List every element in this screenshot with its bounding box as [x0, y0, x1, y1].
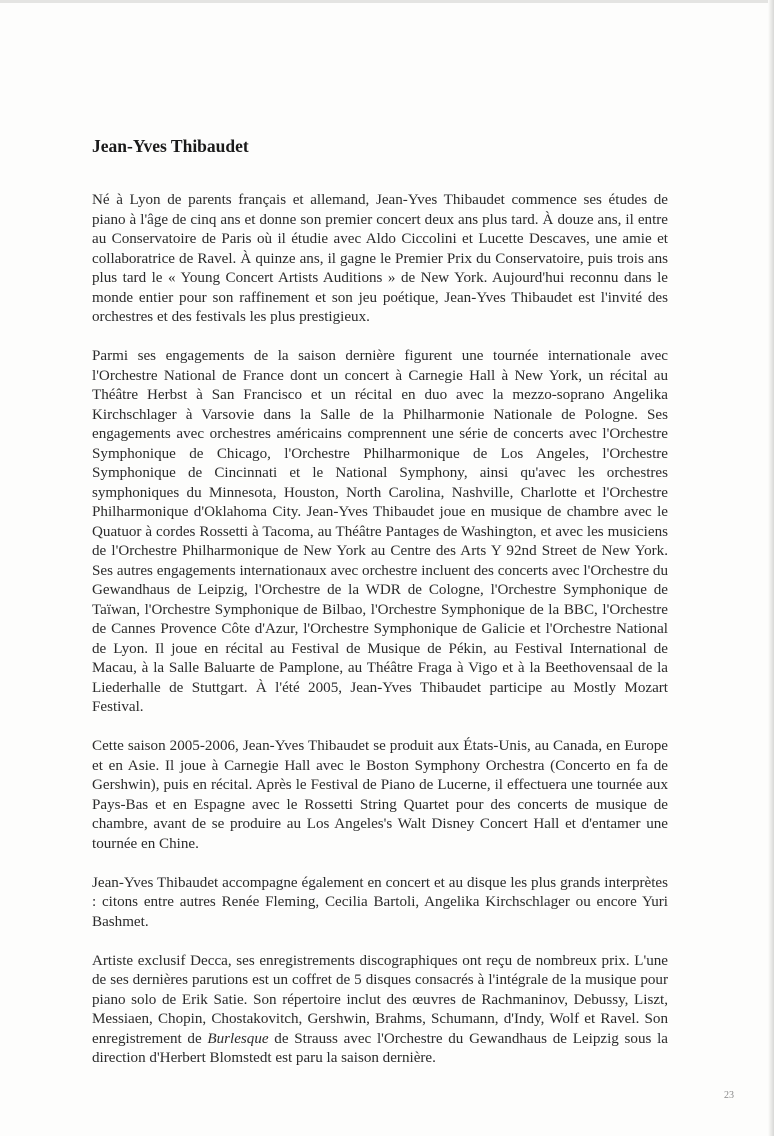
- page-top-edge: [0, 0, 774, 3]
- page-edge-shadow: [768, 0, 774, 1136]
- burlesque-title: Burlesque: [207, 1030, 269, 1047]
- discography-text-start: Artiste exclusif Decca, ses enregistrements discographiques ont reçu de nombreux prix. L'une de ses dernières parutions est un coffret de 5 disques consacrés à l'intégrale de la musique pour piano solo de Erik Satie. Son répertoire inclut des œuvres de Rachmaninov, Debussy, Liszt, Messiaen, Chopin, Chostakovitch, Gershwin, Brahms, Schumann, d'Indy, Wolf et Ravel. Son enregistrement de: [92, 952, 668, 1047]
- page-number: 23: [724, 1090, 734, 1101]
- paragraph-current-season: Cette saison 2005-2006, Jean-Yves Thibaudet se produit aux États-Unis, au Canada, en Europe et en Asie. Il joue à Carnegie Hall avec le Boston Symphony Orchestra (Concerto en fa de Gershwin), puis en récital. Après le Festival de Piano de Lucerne, il effectuera une tournée aux Pays-Bas et en Espagne avec le Rossetti String Quartet pour des concerts de musique de chambre, avant de se produire au Los Angeles's Walt Disney Concert Hall et d'entamer une tournée en Chine.: [92, 738, 668, 852]
- page-title: Jean-Yves Thibaudet: [92, 136, 249, 156]
- paragraph-accompanist: Jean-Yves Thibaudet accompagne également en concert et au disque les plus grands interprètes : citons entre autres Renée Fleming, Cecilia Bartoli, Angelika Kirchschlager ou encore Yuri Bashmet.: [92, 874, 668, 930]
- biography-text: [92, 191, 668, 1088]
- paragraph-last-season: Parmi ses engagements de la saison dernière figurent une tournée internationale avec l'Orchestre National de France dont un concert à Carnegie Hall à New York, un récital au Théâtre Herbst à San Francisco et un récital en duo avec la mezzo-soprano Angelika Kirchschlager à Varsovie dans la Salle de la Philharmonie Nationale de Pologne. Ses engagements avec orchestres américains comprennent une série de concerts avec l'Orchestre Symphonique de Chicago, l'Orchestre Philharmonique de Los Angeles, l'Orchestre Symphonique de Cincinnati et le National Symphony, ainsi qu'avec les orchestres symphoniques du Minnesota, Houston, North Carolina, Nashville, Charlotte et l'Orchestre Philharmonique d'Oklahoma City. Jean-Yves Thibaudet joue en musique de chambre avec le Quatuor à cordes Rossetti à Tacoma, au Théâtre Pantages de Washington, et avec les musiciens de l'Orchestre Philharmonique de New York au Centre des Arts Y 92nd Street de New York. Ses autres engagements internationaux avec orchestre incluent des concerts avec l'Orchestre du Gewandhaus de Leipzig, l'Orchestre de la WDR de Cologne, l'Orchestre Symphonique de Taïwan, l'Orchestre Symphonique de Bilbao, l'Orchestre Symphonique de la BBC, l'Orchestre de Cannes Provence Côte d'Azur, l'Orchestre Symphonique de Galicie et l'Orchestre National de Lyon. Il joue en récital au Festival de Musique de Pékin, au Festival International de Macau, à la Salle Baluarte de Pamplone, au Théâtre Fraga à Vigo et à la Beethovensaal de la Liederhalle de Stuttgart. À l'été 2005, Jean-Yves Thibaudet participe au Mostly Mozart Festival.: [92, 348, 668, 715]
- paragraph-early-life: Né à Lyon de parents français et allemand, Jean-Yves Thibaudet commence ses études de piano à l'âge de cinq ans et donne son premier concert deux ans plus tard. À douze ans, il entre au Conservatoire de Paris où il étudie avec Aldo Ciccolini et Lucette Descaves, une amie et collaboratrice de Ravel. À quinze ans, il gagne le Premier Prix du Conservatoire, puis trois ans plus tard le « Young Concert Artists Auditions » de New York. Aujourd'hui reconnu dans le monde entier pour son raffinement et son jeu poétique, Jean-Yves Thibaudet est l'invité des orchestres et des festivals les plus prestigieux.: [92, 192, 668, 325]
- paragraph-discography: [92, 952, 668, 1069]
- discography-text-end: de Strauss avec l'Orchestre du Gewandhaus de Leipzig sous la direction d'Herbert Blomstedt est paru la saison dernière.: [92, 1030, 668, 1066]
